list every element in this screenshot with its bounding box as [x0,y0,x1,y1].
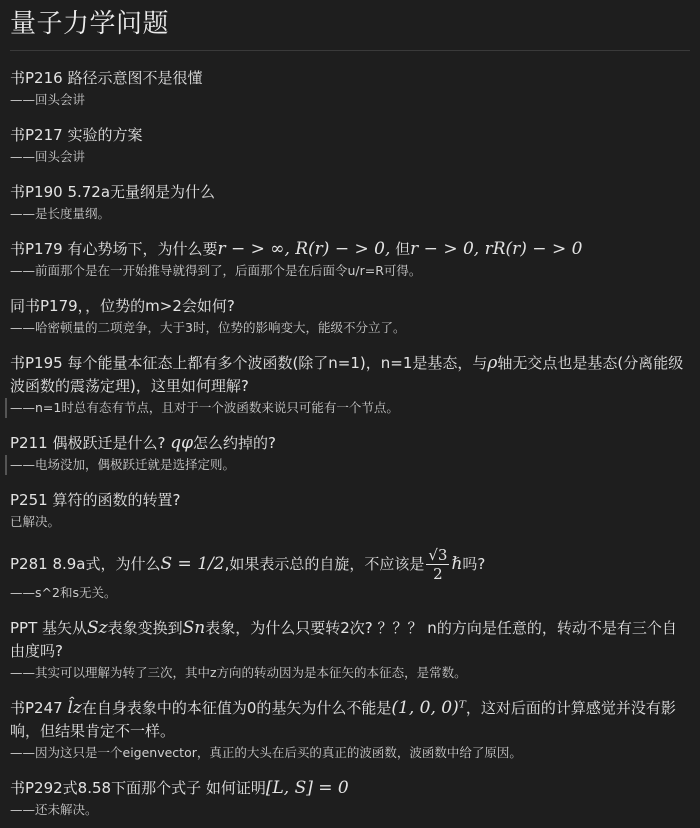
answer-text: ——是长度量纲。 [10,206,111,221]
answer-text: ——其实可以理解为转了三次，其中z方向的转动因为是本征矢的本征态，是常数。 [10,665,467,680]
title-divider [10,50,690,51]
question-text: 书P216 路径示意图不是很懂 [10,69,203,87]
math-expression: ρ [487,353,498,373]
math-expression: l̂z [67,698,82,718]
question-item [10,617,690,683]
question-item [10,489,690,532]
question-item [10,697,690,763]
math-expression: Sz [87,618,108,638]
math-expression: [L, S] = 0 [265,778,349,798]
fraction [426,546,449,583]
question-middle: ,如果表示总的自旋，不应该是 [224,555,425,573]
answer-text: 已解决。 [10,514,61,529]
question-text [10,617,690,663]
question-item [10,777,690,820]
question-item [10,238,690,281]
answer-text: ——电场没加，偶极跃迁就是选择定则。 [5,455,690,475]
question-item [10,67,690,110]
question-item [10,352,690,418]
page-title: 量子力学问题 [10,9,170,39]
question-prefix: 书P292式8.58下面那个式子 如何证明 [10,779,266,797]
question-prefix: 书P195 每个能量本征态上都有多个波函数(除了n=1)，n=1是基态，与 [10,354,488,372]
math-expression: r − > ∞, R(r) − > 0, [217,239,391,259]
answer-text: ——s^2和s无关。 [10,585,117,600]
math-expression: S = 1/2 [160,554,225,574]
question-text [10,777,690,800]
answer-text: ——n=1时总有态有节点，且对于一个波函数来说只可能有一个节点。 [5,398,690,418]
question-suffix: ，这对后面的计算感觉并没有影响，但结果肯定不一样。 [10,699,676,740]
hbar-symbol: ℏ [451,554,463,574]
question-text: 同书P179，，位势的m>2会如何? [10,297,235,315]
question-item [10,432,690,475]
question-item [10,124,690,167]
math-expression: qφ [170,433,193,453]
question-prefix: PPT 基矢从 [10,619,88,637]
answer-text: ——因为这只是一个eigenvector，真正的大头在后买的真正的波函数，波函数中给了原因。 [10,745,522,760]
question-text [10,352,690,398]
question-item [10,295,690,338]
question-middle: 但 [390,240,411,258]
question-prefix: P211 偶极跃迁是什么? [10,434,171,452]
answer-text: ——还未解决。 [10,802,98,817]
question-middle: 表象变换到 [107,619,183,637]
question-suffix: 怎么约掉的? [192,434,276,452]
question-item [10,546,690,603]
question-suffix: 吗? [462,555,486,573]
question-middle: 在自身表象中的本征值为0的基矢为什么不能是 [81,699,392,717]
question-text: P251 算符的函数的转置? [10,491,181,509]
fraction-numerator: √3 [428,546,448,564]
math-expression: r − > 0, rR(r) − > 0 [410,239,583,259]
question-text [10,546,690,583]
question-suffix: 轴无交点也是基态(分离能级波函数的震荡定理)，这里如何理解? [10,354,684,395]
question-suffix: 表象，为什么只要转2次? ？？？ n的方向是任意的，转动不是有三个自由度吗? [10,619,677,660]
question-text: 书P190 5.72a无量纲是为什么 [10,183,216,201]
question-text: 书P217 实验的方案 [10,126,143,144]
answer-text: ——回头会讲 [10,149,86,164]
answer-text: ——哈密顿量的二项竞争，大于3时，位势的影响变大，能级不分立了。 [10,320,406,335]
question-prefix: P281 8.9a式，为什么 [10,555,161,573]
math-expression: Sn [182,618,206,638]
answer-text: ——前面那个是在一开始推导就得到了，后面那个是在后面令u/r=R可得。 [10,263,422,278]
fraction-denominator: 2 [433,565,443,583]
question-text [10,432,690,455]
question-prefix: 书P247 [10,699,68,717]
question-text [10,697,690,743]
question-prefix: 书P179 有心势场下，为什么要 [10,240,218,258]
answer-text: ——回头会讲 [10,92,86,107]
question-item [10,181,690,224]
math-expression: (1, 0, 0)ᵀ [391,698,466,718]
question-text [10,238,690,261]
